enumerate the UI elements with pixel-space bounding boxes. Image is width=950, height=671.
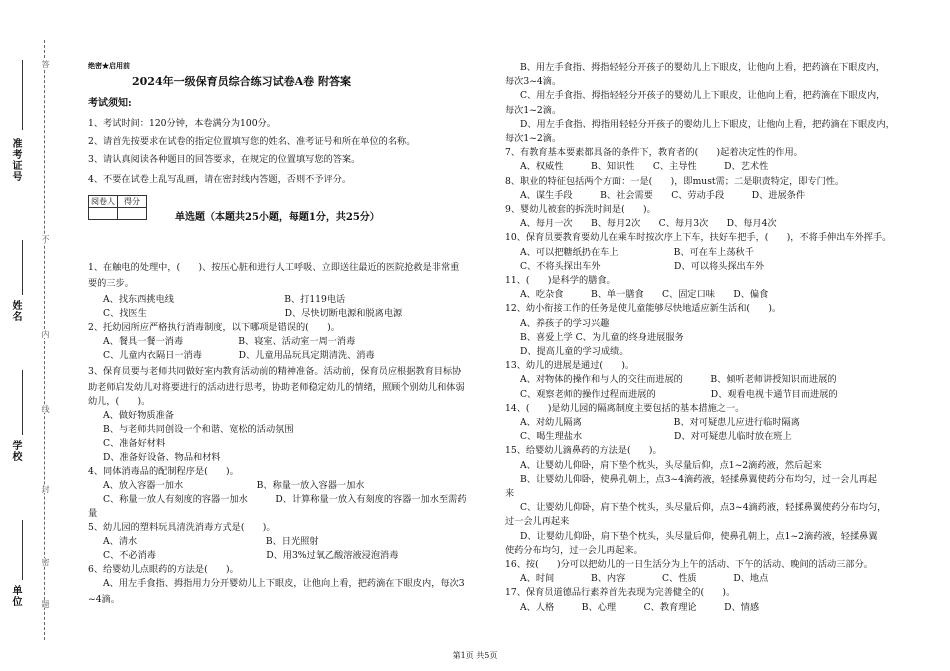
seal-dashed-line [44, 40, 45, 640]
school-fill-line [22, 370, 23, 435]
text-line: A、找东西挑电线 B、打119电话 [103, 294, 346, 305]
text-line: 每次3~4滴。 [505, 76, 562, 88]
text-line: C、儿童内衣隔日一消毒 D、儿童用品玩具定期清洗、消毒 [103, 350, 375, 361]
unit-label: 单位 [10, 585, 21, 607]
page-footer: 第1页 共5页 [452, 651, 498, 660]
school-label: 学校 [10, 440, 21, 462]
text-line: 4、不要在试卷上乱写乱画，请在密封线内答题，否则不予评分。 [88, 174, 352, 185]
text-line: B、让婴幼儿仰卧，使鼻孔朝上，点3~4滴药液，轻揉鼻翼使药分布均匀，过一会儿再起 [520, 473, 877, 485]
seal-mark: 封 [41, 485, 50, 493]
score-header-reviewer: 阅卷人 [89, 196, 118, 208]
text-line: A、让婴幼儿仰卧，肩下垫个枕头，头尽量后仰，点1~2滴药液，然后起来 [520, 459, 822, 471]
text-line: 17、保育员道德品行素养首先表现为完善健全的( )。 [505, 587, 736, 599]
text-line: C、准备好材料 [103, 438, 166, 449]
text-line: 幼儿，( )。 [88, 396, 151, 407]
score-cell-score[interactable] [118, 208, 147, 220]
text-line: A、时间 B、内容 C、性质 D、地点 [520, 573, 769, 585]
text-line: A、餐具一餐一消毒 B、寝室、活动室一周一消毒 [103, 336, 356, 347]
text-line: 量 [88, 508, 98, 519]
unit-fill-line [22, 520, 23, 580]
page-title: 2024年一级保育员综合练习试卷A卷 附答案 [132, 75, 351, 88]
text-line: C、观察老师的操作过程而进展的 D、观看电视卡通节目而进展的 [520, 388, 838, 400]
text-line: C、喝生理盐水 D、对可疑患儿临时放在班上 [520, 431, 792, 443]
text-line: 3、请认真阅读各种题目的回答要求，在规定的位置填写您的答案。 [88, 154, 361, 165]
text-line: 5、幼儿园的塑料玩具清洗消毒方式是( )。 [88, 522, 276, 533]
seal-mark: 内 [41, 330, 50, 338]
text-line: A、做好物质准备 [103, 410, 174, 421]
text-line: 13、幼儿的进展是通过( )。 [505, 360, 635, 372]
text-line: 每次1~2滴。 [505, 104, 562, 116]
text-line: 助老师启发幼儿对将要进行的活动进行思考，协助老师稳定幼儿的情绪，照顾个别幼儿和体弱 [88, 382, 465, 393]
text-line: 1、在触电的处理中，( )、按压心脏和进行人工呼吸、立即送往最近的医院抢救是非常重 [88, 262, 460, 273]
name-label: 姓名 [10, 300, 21, 322]
exam-number-label: 准考证号 [10, 138, 21, 182]
text-line: 9、婴幼儿被套的拆洗时间是( )。 [505, 204, 656, 215]
text-line: A、对物体的操作和与人的交往而进展的 B、倾听老师讲授知识而进展的 [520, 374, 837, 386]
text-line: A、清水 B、日光照射 [103, 536, 319, 547]
text-line: 10、保育员要教育要幼儿在乘车时按次序上下车，扶好车把手，( )，不将手伸出车外挥手。 [505, 232, 892, 244]
text-line: A、对幼儿隔离 B、对可疑患儿应进行临时隔离 [520, 417, 800, 428]
text-line: 1、考试时间：120分钟，本卷满分为100分。 [88, 118, 276, 129]
text-line: 4、同体消毒品的配制程序是( )。 [88, 466, 239, 477]
name-fill-line [22, 240, 23, 295]
text-line: 使药分布均匀，过一会儿再起来。 [505, 544, 643, 556]
text-line: A、谋生手段 B、社会需要 C、劳动手段 D、进展条件 [520, 189, 806, 201]
text-line: 2、托幼园所应严格执行消毒制度，以下哪项是错误的( )。 [88, 322, 340, 333]
exam-number-fill-line [22, 60, 23, 130]
text-line: 3、保育员要与老师共同做好室内教育活动前的精神准备。活动前，保育员应根据教育目标协 [88, 366, 462, 377]
text-line: D、准备好设备、物品和材料 [103, 452, 221, 463]
text-line: A、放入容器一加水 B、称量一放入容器一加水 [103, 480, 365, 491]
text-line: 16、按( )分可以把幼儿的一日生活分为上午的活动、下午的活动、晚间的活动三部分。 [505, 559, 873, 570]
section-heading: 单选题（本题共25小题，每题1分，共25分） [175, 212, 380, 223]
text-line: C、用左手食指、拇指轻轻分开孩子的婴幼儿上下眼皮，让他向上看，把药滴在下眼皮内， [520, 90, 886, 102]
seal-mark: 题 [41, 600, 50, 608]
score-cell-reviewer[interactable] [89, 208, 118, 220]
text-line: A、人格 B、心理 C、教育理论 D、情感 [520, 601, 760, 613]
text-line: A、养孩子的学习兴趣 [520, 317, 610, 329]
seal-mark: 密 [41, 558, 50, 566]
text-line: ~4滴。 [88, 594, 120, 605]
text-line: 每次1~2滴。 [505, 133, 562, 144]
text-line: 12、幼小衔接工作的任务是使儿童能够尽快地适应新生活和( )。 [505, 303, 782, 315]
text-line: D、提高儿童的学习成绩。 [520, 346, 629, 357]
text-line: D、让婴幼儿仰卧，肩下垫个枕头，头尽量后仰，使鼻孔朝上，点1~2滴药液，轻揉鼻翼 [520, 530, 878, 542]
text-line: 2、请首先按要求在试卷的指定位置填写您的姓名、准考证号和所在单位的名称。 [88, 136, 416, 147]
text-line: C、让婴幼儿仰卧，肩下垫个枕头，头尽量后仰，点3~4滴药液，轻揉鼻翼使药分布均匀， [520, 502, 887, 514]
text-line: C、找医生 D、尽快切断电源和脱离电源 [103, 308, 403, 319]
text-line: B、与老师共同创设一个和谐、宽松的活动氛围 [103, 424, 294, 435]
text-line: C、不将头探出车外 D、可以将头探出车外 [520, 260, 765, 272]
text-line: 6、给婴幼儿点眼药的方法是( )。 [88, 564, 239, 575]
text-line: A、吃杂食 B、单一膳食 C、固定口味 D、偏食 [520, 289, 769, 301]
text-line: 来 [505, 488, 515, 499]
text-line: C、不必消毒 D、用3%过氧乙酸溶液浸泡消毒 [103, 550, 399, 561]
seal-mark: 线 [41, 405, 50, 413]
section-heading: 考试须知: [88, 98, 132, 109]
text-line: B、喜爱上学 C、为儿童的终身进展服务 [520, 331, 684, 343]
score-header-score: 得分 [118, 196, 147, 208]
seal-mark: 答 [41, 60, 50, 68]
text-line: 8、职业的特征包括两个方面：一是( )，即must需；二是职责特定，即专门性。 [505, 175, 845, 187]
text-line: A、用左手食指、拇指用力分开婴幼儿上下眼皮，让他向上看，把药滴在下眼皮内，每次3 [103, 578, 465, 589]
text-line: A、可以把糖纸扔在车上 B、可在车上荡秋千 [520, 246, 754, 258]
text-line: A、权威性 B、知识性 C、主导性 D、艺术性 [520, 161, 769, 173]
score-table [88, 195, 147, 220]
text-line: B、用左手食指、拇指轻轻分开孩子的婴幼儿上下眼皮，让他向上看，把药滴在下眼皮内， [520, 62, 886, 73]
text-line: 要的三步。 [88, 278, 134, 289]
text-line: C、称量一放人有刻度的容器一加水 D、计算称量一放入有刻度的容器一加水至需药 [103, 494, 467, 505]
text-line: A、每月一次 B、每月2次 C、每月3次 D、每月4次 [520, 218, 777, 230]
binding-margin [0, 0, 70, 671]
confidential-note: 绝密★启用前 [88, 61, 130, 70]
text-line: 11、( )是科学的膳食。 [505, 275, 616, 286]
text-line: 14、( )是幼儿园的隔离制度主要包括的基本措施之一。 [505, 402, 745, 414]
seal-mark: 不 [41, 235, 50, 243]
text-line: D、用左手食指、拇指用轻轻分开孩子的婴幼儿上下眼皮，让他向上看，把药滴在下眼皮内， [520, 118, 895, 130]
text-line: 过一会儿再起来 [505, 516, 570, 528]
text-line: 15、给婴幼儿滴鼻药的方法是( )。 [505, 445, 662, 457]
text-line: 7、有教育基本要素都具备的条件下，教育者的( )起着决定性的作用。 [505, 147, 803, 159]
